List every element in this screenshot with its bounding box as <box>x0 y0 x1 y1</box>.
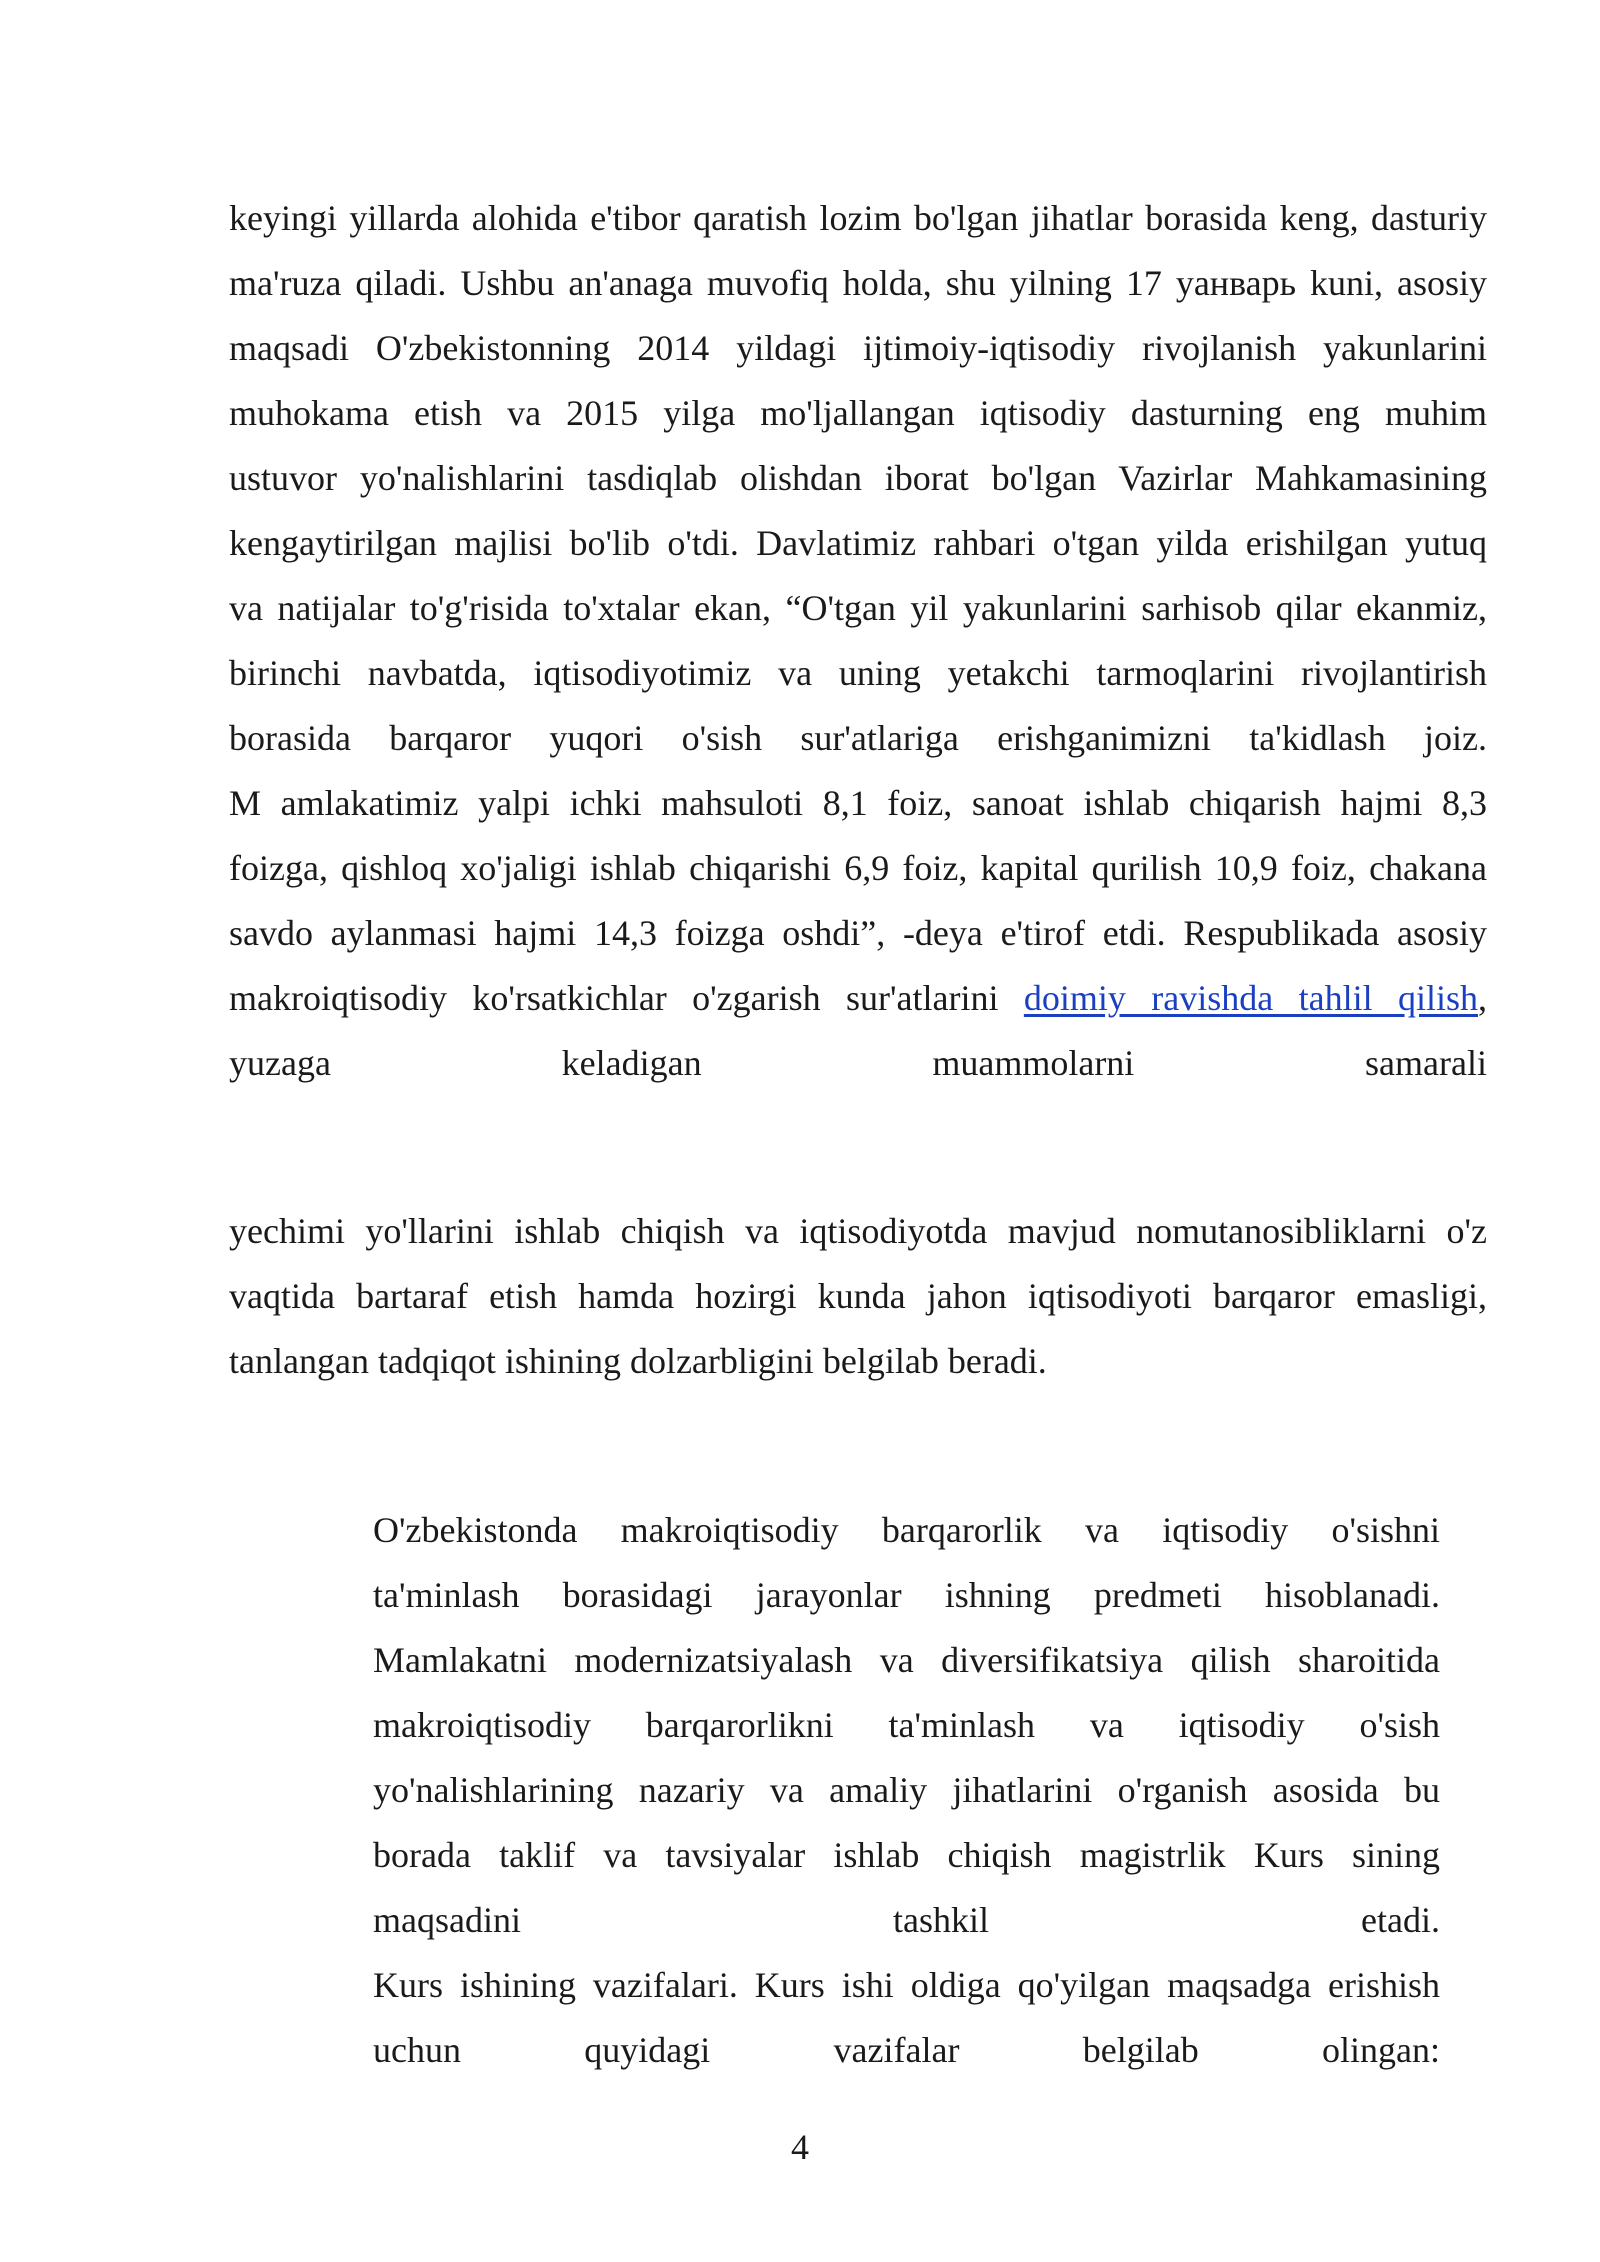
text-line-with-link <box>229 976 1487 1020</box>
text-line: kengaytirilgan majlisi bo'lib o'tdi. Davlatimiz rahbari o'tgan yilda erishilgan yutuq <box>229 523 1487 563</box>
link-line-after: , <box>1478 978 1487 1018</box>
text-line: uchun quyidagi vazifalar belgilab olingan: <box>373 2030 1440 2070</box>
text-line: yo'nalishlarining nazariy va amaliy jihatlarini o'rganish asosida bu <box>373 1770 1440 1810</box>
text-line: O'zbekistonda makroiqtisodiy barqarorlik va iqtisodiy o'sishni <box>373 1510 1440 1550</box>
text-line: borada taklif va tavsiyalar ishlab chiqish magistrlik Kurs sining <box>373 1835 1440 1875</box>
text-line: Mamlakatni modernizatsiyalash va diversifikatsiya qilish sharoitida <box>373 1640 1440 1680</box>
text-line: ta'minlash borasidagi jarayonlar ishning predmeti hisoblanadi. <box>373 1575 1440 1615</box>
text-line: savdo aylanmasi hajmi 14,3 foizga oshdi”, -deya e'tirof etdi. Respublikada asosiy <box>229 913 1487 953</box>
text-line: maqsadini tashkil etadi. <box>373 1900 1440 1940</box>
text-line: tanlangan tadqiqot ishining dolzarbligini belgilab beradi. <box>229 1341 1047 1381</box>
link-line-before: makroiqtisodiy ko'rsatkichlar o'zgarish sur'atlarini <box>229 978 1024 1018</box>
text-line: Kurs ishining vazifalari. Kurs ishi oldiga qo'yilgan maqsadga erishish <box>373 1965 1440 2005</box>
text-line: ustuvor yo'nalishlarini tasdiqlab olishdan iborat bo'lgan Vazirlar Mahkamasining <box>229 458 1487 498</box>
text-line: muhokama etish va 2015 yilga mo'ljallangan iqtisodiy dasturning eng muhim <box>229 393 1487 433</box>
text-line: borasida barqaror yuqori o'sish sur'atlariga erishganimizni ta'kidlash joiz. <box>229 718 1487 758</box>
page-number: 4 <box>791 2127 809 2167</box>
text-line: M amlakatimiz yalpi ichki mahsuloti 8,1 foiz, sanoat ishlab chiqarish hajmi 8,3 <box>229 783 1487 823</box>
text-line: maqsadi O'zbekistonning 2014 yildagi ijtimoiy-iqtisodiy rivojlanish yakunlarini <box>229 328 1487 368</box>
text-line: keyingi yillarda alohida e'tibor qaratish lozim bo'lgan jihatlar borasida keng, dasturiy <box>229 198 1487 238</box>
text-line: va natijalar to'g'risida to'xtalar ekan, “O'tgan yil yakunlarini sarhisob qilar ekanmiz, <box>229 588 1487 628</box>
text-line: foizga, qishloq xo'jaligi ishlab chiqarishi 6,9 foiz, kapital qurilish 10,9 foiz, chakana <box>229 848 1487 888</box>
text-line: yechimi yo'llarini ishlab chiqish va iqtisodiyotda mavjud nomutanosibliklarni o'z <box>229 1211 1487 1251</box>
text-line: makroiqtisodiy barqarorlikni ta'minlash va iqtisodiy o'sish <box>373 1705 1440 1745</box>
text-line: ma'ruza qiladi. Ushbu an'anaga muvofiq holda, shu yilning 17 yанварь kuni, asosiy <box>229 263 1487 303</box>
text-line: birinchi navbatda, iqtisodiyotimiz va uning yetakchi tarmoqlarini rivojlantirish <box>229 653 1487 693</box>
hyperlink-tahlil[interactable]: doimiy ravishda tahlil qilish <box>1023 978 1479 1018</box>
text-line: vaqtida bartaraf etish hamda hozirgi kunda jahon iqtisodiyoti barqaror emasligi, <box>229 1276 1487 1316</box>
text-line: yuzaga keladigan muammolarni samarali <box>229 1043 1487 1083</box>
